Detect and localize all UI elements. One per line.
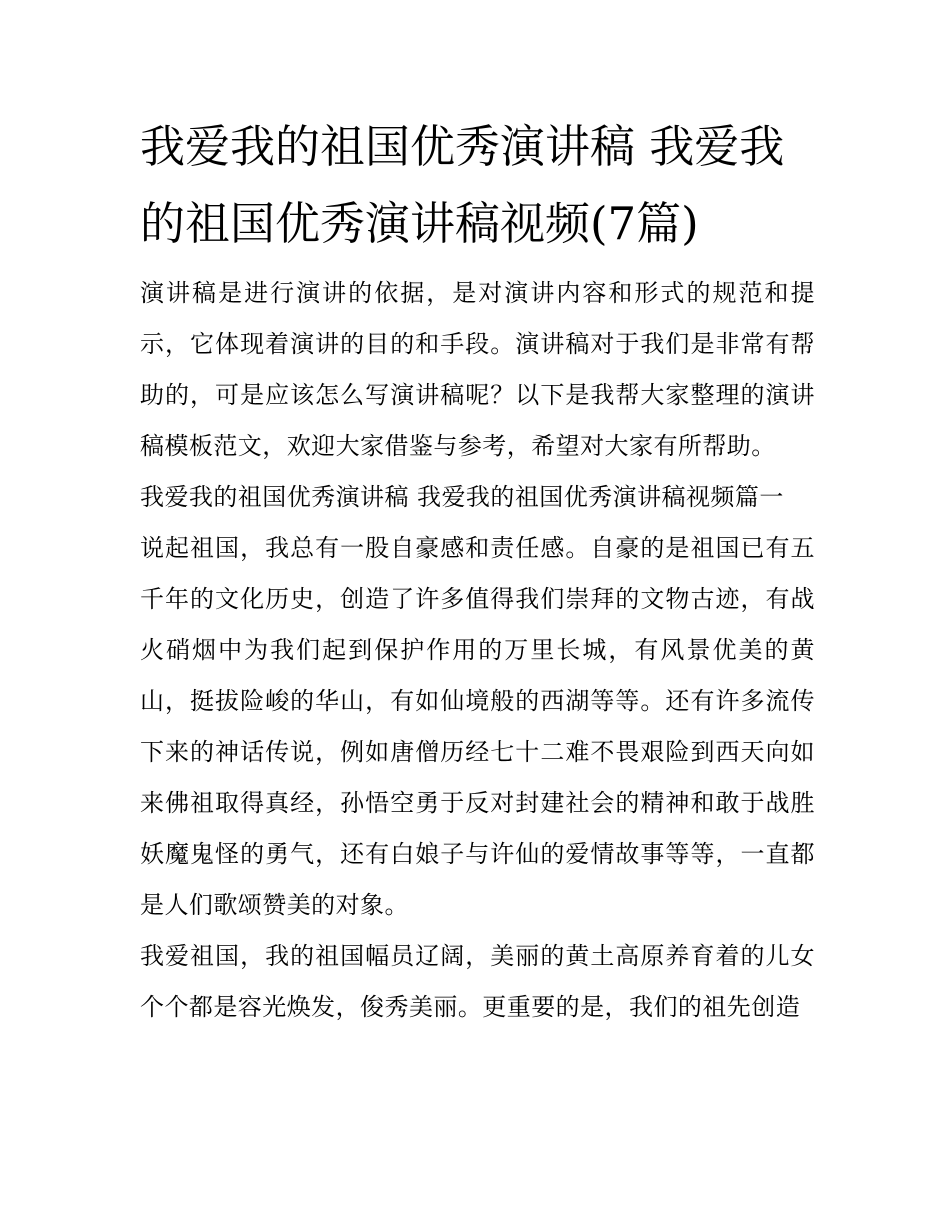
document-page	[140, 108, 815, 1033]
body-paragraph: 说起祖国，我总有一股自豪感和责任感。自豪的是祖国已有五千年的文化历史，创造了许多值得我们崇拜的文物古迹，有战火硝烟中为我们起到保护作用的万里长城，有风景优美的黄山，挺拔险峻的华山，有如仙境般的西湖等等。还有许多流传下来的神话传说，例如唐僧历经七十二难不畏艰险到西天向如来佛祖取得真经，孙悟空勇于反对封建社会的精神和敢于战胜妖魔鬼怪的勇气，还有白娘子与许仙的爱情故事等等，一直都是人们歌颂赞美的对象。	[140, 534, 815, 919]
document-body	[140, 268, 815, 1033]
intro-paragraph: 演讲稿是进行演讲的依据，是对演讲内容和形式的规范和提示，它体现着演讲的目的和手段。演讲稿对于我们是非常有帮助的，可是应该怎么写演讲稿呢？以下是我帮大家整理的演讲稿模板范文，欢迎大家借鉴与参考，希望对大家有所帮助。	[140, 279, 815, 460]
section-heading: 我爱我的祖国优秀演讲稿 我爱我的祖国优秀演讲稿视频篇一	[140, 483, 784, 511]
document-title: 我爱我的祖国优秀演讲稿 我爱我的祖国优秀演讲稿视频(7篇)	[140, 120, 785, 250]
body-paragraph: 我爱祖国，我的祖国幅员辽阔，美丽的黄土高原养育着的儿女个个都是容光焕发，俊秀美丽。更重要的是，我们的祖先创造	[140, 942, 815, 1021]
